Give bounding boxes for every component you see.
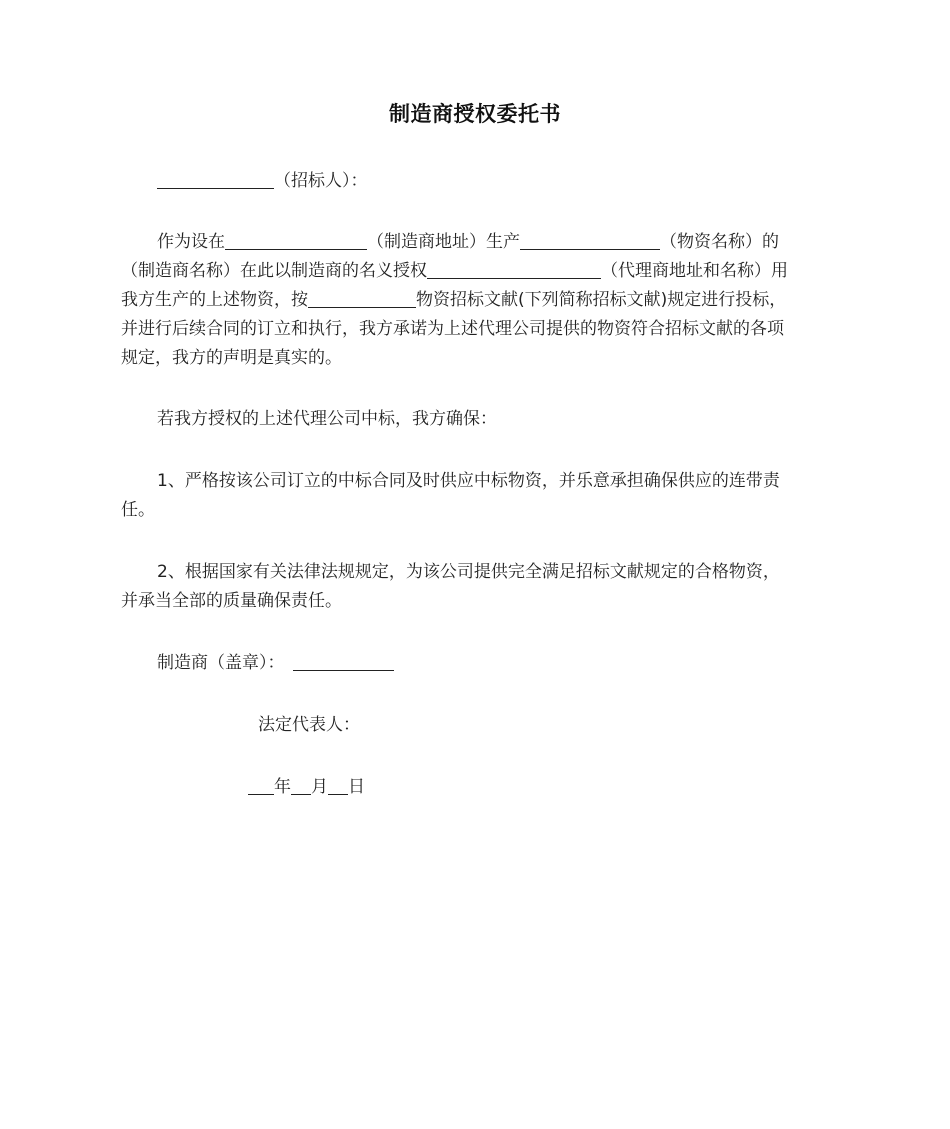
seal-label: 制造商（盖章）：: [157, 653, 285, 673]
para1-text: （物资名称）的: [660, 232, 779, 252]
day-blank: [328, 776, 348, 795]
year-label: 年: [274, 777, 291, 797]
item2-line1: 2、根据国家有关法律法规规定，为该公司提供完全满足招标文献规定的合格物资，: [157, 562, 780, 582]
para1-text: 我方生产的上述物资，按: [121, 290, 308, 310]
tender-project-blank: [308, 289, 416, 308]
item1-line1: 1、严格按该公司订立的中标合同及时供应中标物资，并乐意承担确保供应的连带责: [157, 471, 780, 491]
para1-line4: 并进行后续合同的订立和执行，我方承诺为上述代理公司提供的物资符合招标文献的各项: [121, 319, 784, 339]
agent-name-blank: [427, 260, 601, 279]
month-label: 月: [311, 777, 328, 797]
tenderer-blank: [157, 170, 274, 189]
legal-rep-line: [258, 711, 658, 740]
month-blank: [291, 776, 311, 795]
seal-blank: [293, 652, 394, 671]
para1-text: （制造商地址）生产: [367, 232, 520, 252]
addressee-suffix: （招标人）：: [274, 171, 368, 191]
para1-line5: 规定，我方的声明是真实的。: [121, 348, 342, 368]
para1-text: （制造商名称）在此以制造商的名义授权: [121, 261, 427, 281]
para2: 若我方授权的上述代理公司中标，我方确保：: [157, 409, 497, 429]
para1-line3: [121, 286, 831, 315]
date-line: [248, 773, 648, 802]
para1-text: 作为设在: [157, 232, 225, 252]
para1-line1: [121, 228, 831, 257]
legal-rep-label: 法定代表人：: [258, 715, 360, 735]
document-title: 制造商授权委托书: [389, 102, 561, 126]
material-name-blank: [520, 231, 660, 250]
day-label: 日: [348, 777, 365, 797]
addressee-line: [121, 167, 831, 196]
item2-line2: 并承当全部的质量确保责任。: [121, 591, 342, 611]
year-blank: [248, 776, 274, 795]
para1-text: 物资招标文献(下列简称招标文献)规定进行投标，: [416, 290, 787, 310]
seal-line: [121, 649, 831, 678]
manufacturer-address-blank: [225, 231, 367, 250]
item1-line2: 任。: [121, 500, 155, 520]
para1-line2: [121, 257, 831, 286]
para1-text: （代理商地址和名称）用: [601, 261, 788, 281]
